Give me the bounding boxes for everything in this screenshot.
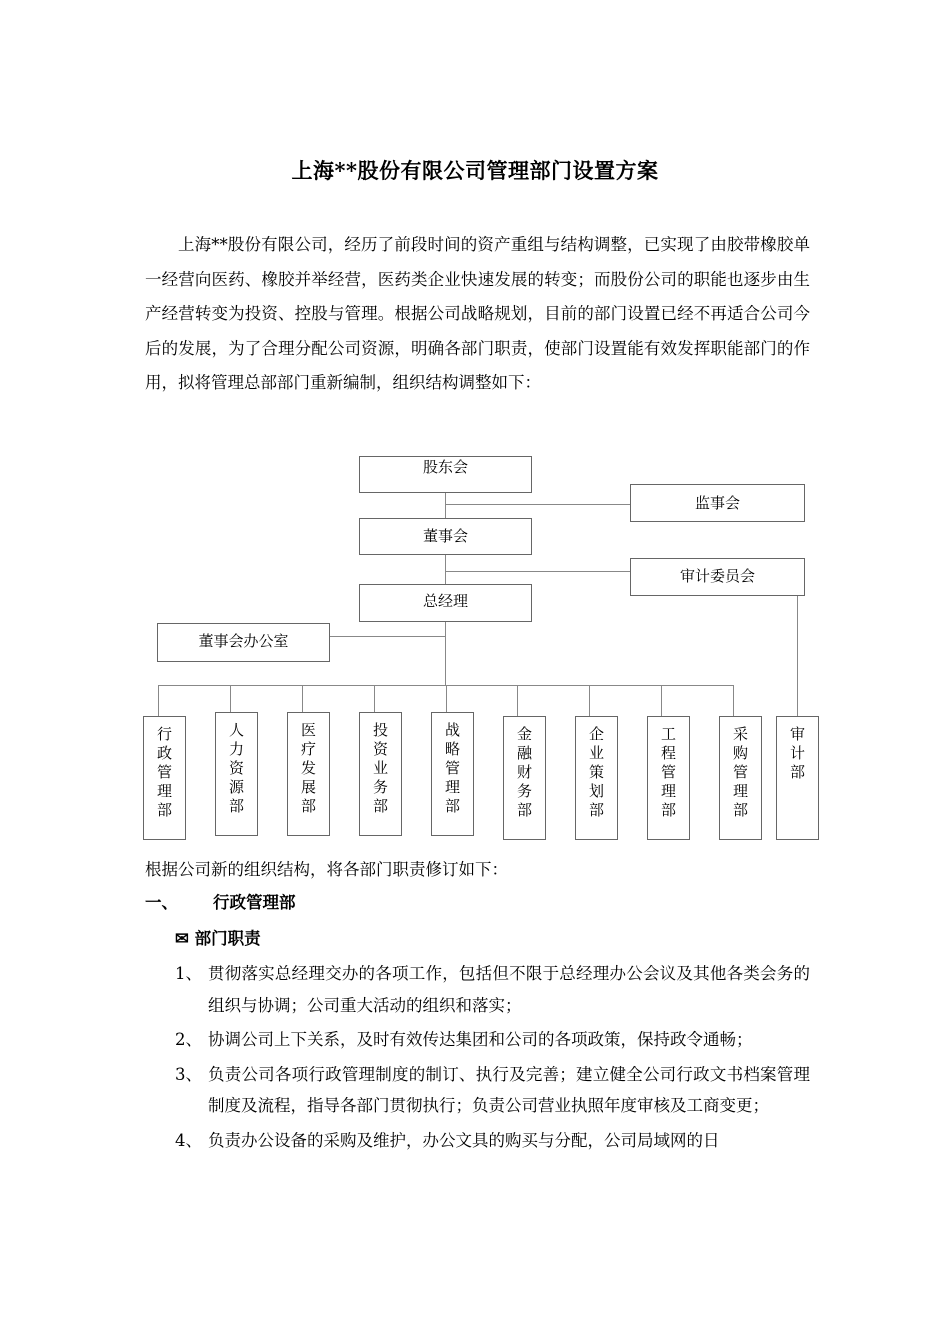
- board-box: 董事会: [359, 518, 532, 555]
- trunk-line-1: [445, 492, 446, 518]
- dept-label: 医疗发展部: [300, 721, 316, 815]
- dept-admin: [143, 716, 186, 840]
- item-number: 3、: [175, 1064, 202, 1084]
- board-office-box: 董事会办公室: [157, 623, 330, 662]
- item-text: 负责办公设备的采购及维护，办公文具的购买与分配，公司局域网的日: [208, 1130, 720, 1150]
- dept-investment: [359, 712, 402, 836]
- supervisor-connector: [445, 504, 630, 505]
- section-number: 一、: [145, 893, 178, 912]
- list-item: [175, 958, 810, 1021]
- sub-heading-title: 部门职责: [194, 929, 261, 948]
- dept-label: 人力资源部: [228, 721, 244, 815]
- audit-committee-box: 审计委员会: [630, 558, 805, 596]
- list-item: [175, 1125, 810, 1157]
- duty-list: [175, 958, 810, 1159]
- list-item: [175, 1059, 810, 1122]
- envelope-icon: ✉: [175, 929, 189, 948]
- dept-drop-7: [589, 685, 590, 717]
- sub-heading: [175, 925, 261, 949]
- trunk-line-3: [445, 621, 446, 685]
- dept-planning: [575, 716, 618, 840]
- dept-label: 工程管理部: [660, 725, 676, 819]
- item-number: 1、: [175, 964, 202, 983]
- dept-strategy: [431, 712, 474, 836]
- dept-label: 审计部: [789, 725, 805, 781]
- dept-hr: [215, 712, 258, 836]
- dept-label: 金融财务部: [516, 725, 532, 819]
- dept-drop-1: [158, 685, 159, 717]
- trunk-line-2: [445, 554, 446, 586]
- audit-connector: [445, 571, 630, 572]
- item-text: 协调公司上下关系，及时有效传达集团和公司的各项政策，保持政令通畅；: [208, 1030, 753, 1049]
- dept-drop-5: [446, 685, 447, 713]
- item-text: 负责公司各项行政管理制度的制订、执行及完善；建立健全公司行政文书档案管理制度及流程，指导各部门贯彻执行；负责公司营业执照年度审核及工商变更；: [208, 1064, 810, 1115]
- dept-audit: [776, 716, 819, 840]
- org-chart: [0, 440, 950, 860]
- dept-label: 行政管理部: [156, 725, 172, 819]
- audit-dept-line: [797, 595, 798, 717]
- dept-drop-9: [733, 685, 734, 717]
- after-chart-text: 根据公司新的组织结构，将各部门职责修订如下：: [145, 860, 508, 879]
- dept-engineering: [647, 716, 690, 840]
- item-number: 4、: [175, 1130, 202, 1150]
- dept-procurement: [719, 716, 762, 840]
- supervisors-box: 监事会: [630, 484, 805, 522]
- list-item: [175, 1024, 810, 1056]
- section-heading: [145, 889, 296, 913]
- dept-label: 企业策划部: [588, 725, 604, 819]
- dept-label: 投资业务部: [372, 721, 388, 815]
- dept-label: 战略管理部: [444, 721, 460, 815]
- dept-drop-2: [230, 685, 231, 713]
- intro-paragraph: 上海**股份有限公司，经历了前段时间的资产重组与结构调整，已实现了由胶带橡胶单一经营向医药、橡胶并举经营，医药类企业快速发展的转变；而股份公司的职能也逐步由生产经营转变为投资、控股与管理。根据公司战略规划，目前的部门设置已经不再适合公司今后的发展，为了合理分配公司资源，明确各部门职责，使部门设置能有效发挥职能部门的作用，拟将管理总部部门重新编制，组织结构调整如下：: [145, 235, 810, 392]
- dept-medical: [287, 712, 330, 836]
- dept-finance: [503, 716, 546, 840]
- item-text: 贯彻落实总经理交办的各项工作，包括但不限于总经理办公会议及其他各类会务的组织与协调；公司重大活动的组织和落实；: [208, 964, 810, 1015]
- dept-drop-8: [661, 685, 662, 717]
- page-title: 上海**股份有限公司管理部门设置方案: [291, 158, 659, 183]
- item-number: 2、: [175, 1030, 202, 1049]
- dept-label: 采购管理部: [732, 725, 748, 819]
- dept-drop-4: [374, 685, 375, 713]
- board-office-connector: [330, 636, 445, 637]
- general-manager-box: 总经理: [359, 584, 532, 622]
- shareholders-box: 股东会: [359, 456, 532, 493]
- dept-drop-6: [517, 685, 518, 717]
- section-title: 行政管理部: [213, 893, 296, 912]
- dept-drop-3: [302, 685, 303, 713]
